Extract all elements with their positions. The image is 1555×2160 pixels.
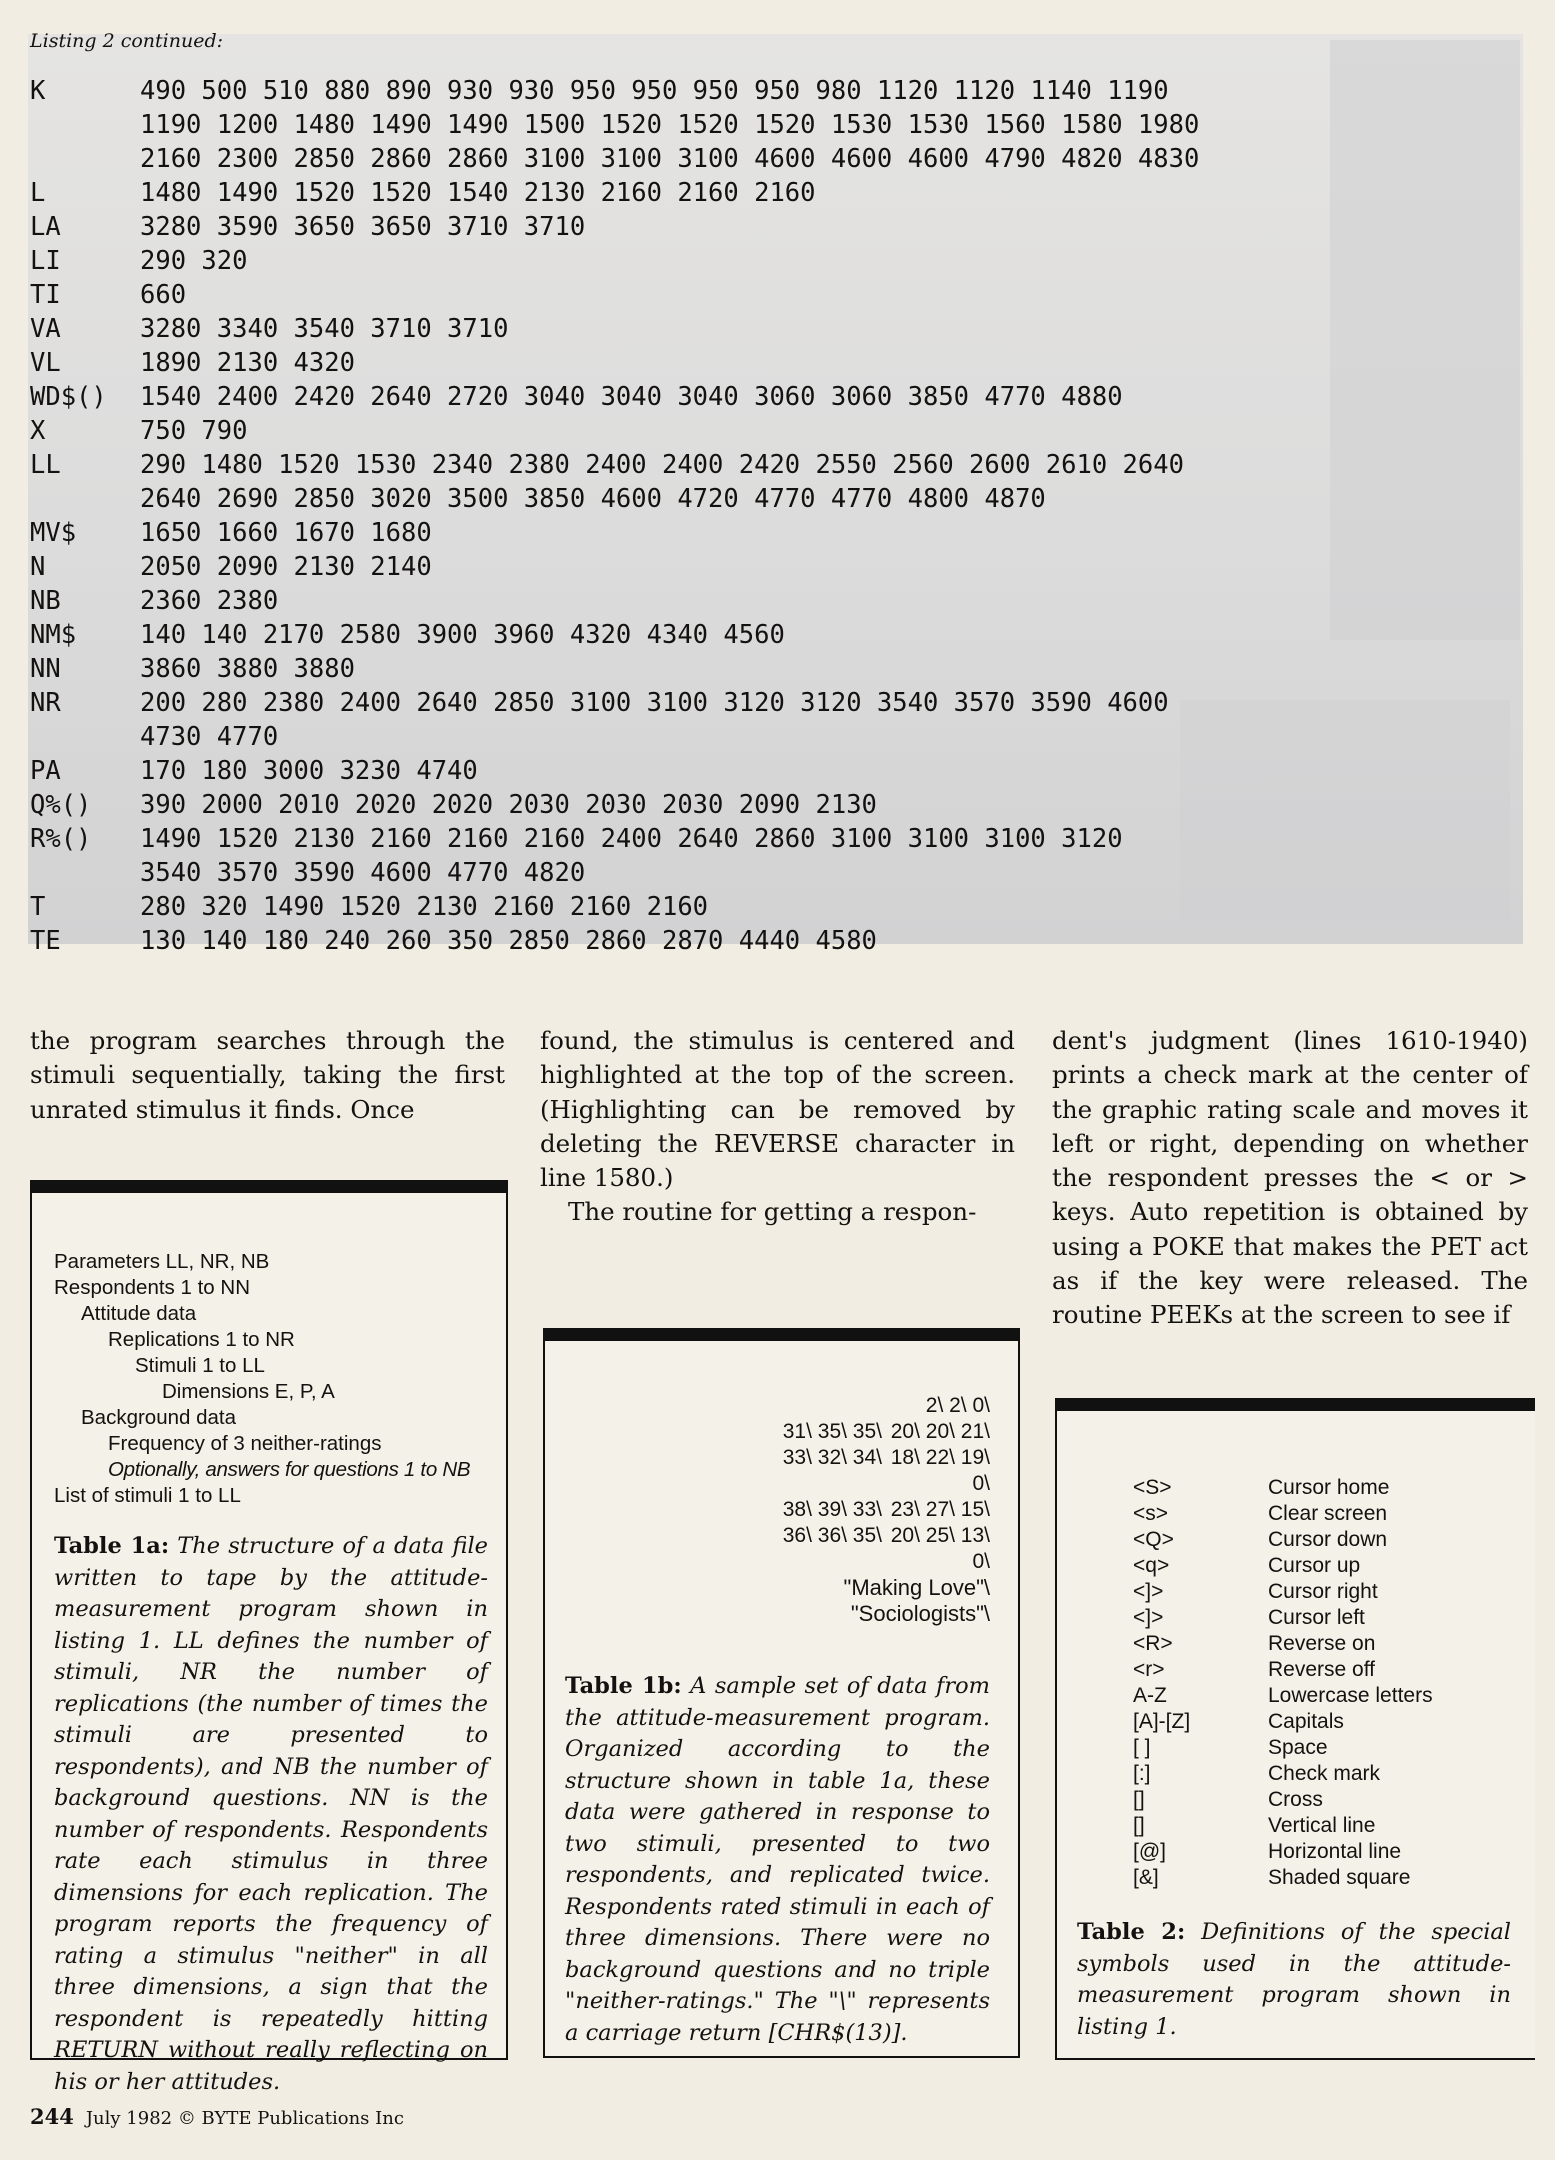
data-line: 2\ 2\ 0\ [925, 1394, 990, 1417]
variable-name [30, 482, 140, 516]
caption-label: Table 2: [1077, 1919, 1186, 1945]
data-cell: 23\ 27\ 15\ [890, 1498, 990, 1521]
variable-name: T [30, 892, 46, 922]
prose-paragraph: the program searches through the stimuli sequentially, taking the first unrated stimulus it finds. Once [30, 1026, 505, 1124]
prose-paragraph: dent's judgment (lines 1610-1940) prints a check mark at the center of the graphic rating scale and moves it left or right, depending on whether the respondent presses the < or > keys. Auto repetition is obtained by using a POKE that makes the PET act as if the key were released. The routine PEEKs at the screen to see if [1052, 1026, 1528, 1330]
line-numbers: 390 2000 2010 2020 2020 2030 2030 2030 2090 2130 [140, 790, 877, 820]
structure-line: Frequency of 3 neither-ratings [108, 1432, 382, 1455]
line-numbers: 4730 4770 [140, 722, 279, 752]
variable-name: MV$ [30, 518, 77, 548]
definition: Space [1268, 1736, 1328, 1759]
structure-line: Optionally, answers for questions 1 to NB [108, 1458, 471, 1481]
table-2-definitions [1133, 1475, 1525, 1891]
line-numbers: 140 140 2170 2580 3900 3960 4320 4340 4560 [140, 620, 785, 650]
definition: Clear screen [1268, 1502, 1388, 1525]
variable-name [30, 108, 140, 142]
symbol: [] [1133, 1788, 1145, 1811]
definition: Vertical line [1268, 1814, 1376, 1837]
definition-row [1133, 1735, 1525, 1761]
definition: Shaded square [1268, 1866, 1411, 1889]
data-cell: 20\ 25\ 13\ [890, 1524, 990, 1547]
line-numbers: 1890 2130 4320 [140, 348, 355, 378]
line-numbers: 1190 1200 1480 1490 1490 1500 1520 1520 1520 1530 1530 1560 1580 1980 [140, 110, 1200, 140]
listing-caption: Listing 2 continued: [30, 30, 224, 52]
line-numbers: 1480 1490 1520 1520 1540 2130 2160 2160 2160 [140, 178, 816, 208]
listing-row [30, 686, 1199, 720]
page-number: 244 [30, 2104, 74, 2129]
structure-line: Parameters LL, NR, NB [54, 1250, 270, 1273]
symbol: A-Z [1133, 1684, 1167, 1707]
listing-row [30, 210, 1199, 244]
line-numbers: 1540 2400 2420 2640 2720 3040 3040 3040 3060 3060 3850 4770 4880 [140, 382, 1123, 412]
prose-paragraph: The routine for getting a respon- [568, 1197, 977, 1227]
structure-line: Background data [81, 1406, 237, 1429]
variable-name: TI [30, 280, 61, 310]
line-numbers: 290 320 [140, 246, 248, 276]
definition-row [1133, 1787, 1525, 1813]
line-numbers: 3280 3590 3650 3650 3710 3710 [140, 212, 586, 242]
definition-row [1133, 1631, 1525, 1657]
symbol: [ ] [1133, 1736, 1151, 1759]
listing-row [30, 312, 1199, 346]
prose-column-2 [540, 1024, 1015, 1230]
definition-row [1133, 1657, 1525, 1683]
symbol: <q> [1133, 1554, 1170, 1577]
line-numbers: 2360 2380 [140, 586, 279, 616]
listing-row [30, 278, 1199, 312]
listing-row [30, 346, 1199, 380]
line-numbers: 2160 2300 2850 2860 2860 3100 3100 3100 4600 4600 4600 4790 4820 4830 [140, 144, 1200, 174]
line-numbers: 130 140 180 240 260 350 2850 2860 2870 4440 4580 [140, 926, 877, 956]
data-line: "Sociologists"\ [850, 1601, 990, 1626]
line-numbers: 280 320 1490 1520 2130 2160 2160 2160 [140, 892, 709, 922]
symbol: <S> [1133, 1476, 1172, 1499]
definition: Capitals [1268, 1710, 1344, 1733]
listing-row [30, 924, 1199, 958]
caption-text: A sample set of data from the attitude-measurement program. Organized according to the structure shown in table 1a, these data were gathered in response to two stimuli, presented to two respondents, and replicated twice. Respondents rated stimuli in each of three dimensions. There were no background questions and no triple "neither-ratings." The "\" represents a carriage return [CHR$(13)]. [565, 1673, 990, 2046]
variable-name: VA [30, 314, 61, 344]
caption-text: Definitions of the special symbols used in the attitude-measurement program shown in listing 1. [1077, 1919, 1512, 2040]
listing-row [30, 856, 1199, 890]
definition-row [1133, 1761, 1525, 1787]
data-row [565, 1523, 990, 1549]
listing-row [30, 414, 1199, 448]
listing-row [30, 176, 1199, 210]
table-1a-caption [54, 1531, 488, 2098]
variable-name: X [30, 416, 46, 446]
listing-row [30, 652, 1199, 686]
listing-row [30, 890, 1199, 924]
definition: Horizontal line [1268, 1840, 1402, 1863]
symbol: [&] [1133, 1866, 1159, 1889]
prose-column-1 [30, 1024, 505, 1127]
symbol: <]> [1133, 1580, 1164, 1603]
definition: Reverse off [1268, 1658, 1375, 1681]
symbol: <]> [1133, 1606, 1164, 1629]
symbol: <r> [1133, 1658, 1165, 1681]
data-line: "Making Love"\ [843, 1575, 990, 1600]
listing-row [30, 584, 1199, 618]
definition: Cursor home [1268, 1476, 1390, 1499]
listing-row [30, 74, 1199, 108]
symbol: <s> [1133, 1502, 1169, 1525]
definition-row [1133, 1605, 1525, 1631]
variable-name: LL [30, 450, 61, 480]
data-row [565, 1471, 990, 1497]
line-numbers: 200 280 2380 2400 2640 2850 3100 3100 3120 3120 3540 3570 3590 4600 [140, 688, 1169, 718]
symbol: [] [1133, 1814, 1145, 1837]
variable-listing [30, 74, 1199, 958]
data-row [565, 1445, 990, 1471]
data-cell: 0\ [972, 1550, 990, 1573]
data-cell: 31\ 35\ 35\ [782, 1420, 882, 1443]
variable-name: NN [30, 654, 61, 684]
definition: Cross [1268, 1788, 1323, 1811]
table-2-box [1055, 1398, 1535, 2060]
line-numbers: 3540 3570 3590 4600 4770 4820 [140, 858, 586, 888]
definition-row [1133, 1709, 1525, 1735]
listing-row [30, 754, 1199, 788]
data-row [565, 1549, 990, 1575]
data-row [565, 1419, 990, 1445]
data-cell: 0\ [972, 1472, 990, 1495]
data-cell [764, 1549, 882, 1575]
table-1b-data [565, 1393, 990, 1627]
data-cell: 36\ 36\ 35\ [782, 1524, 882, 1547]
line-numbers: 1490 1520 2130 2160 2160 2160 2400 2640 2860 3100 3100 3100 3120 [140, 824, 1123, 854]
data-cell: 18\ 22\ 19\ [890, 1446, 990, 1469]
variable-name: TE [30, 926, 61, 956]
listing-row [30, 516, 1199, 550]
definition-row [1133, 1553, 1525, 1579]
variable-name [30, 720, 140, 754]
line-numbers: 750 790 [140, 416, 248, 446]
definition-row [1133, 1813, 1525, 1839]
definition-row [1133, 1865, 1525, 1891]
variable-name: LI [30, 246, 61, 276]
definition-row [1133, 1527, 1525, 1553]
symbol: [@] [1133, 1840, 1166, 1863]
footer-text: July 1982 © BYTE Publications Inc [85, 2108, 404, 2129]
data-row [565, 1497, 990, 1523]
variable-name: PA [30, 756, 61, 786]
listing-row [30, 244, 1199, 278]
line-numbers: 490 500 510 880 890 930 930 950 950 950 950 980 1120 1120 1140 1190 [140, 76, 1169, 106]
data-cell: 20\ 20\ 21\ [890, 1420, 990, 1443]
data-cell [764, 1471, 882, 1497]
variable-name: NB [30, 586, 61, 616]
line-numbers: 3280 3340 3540 3710 3710 [140, 314, 509, 344]
listing-row [30, 618, 1199, 652]
structure-line: Dimensions E, P, A [162, 1380, 335, 1403]
structure-line: Stimuli 1 to LL [135, 1354, 265, 1377]
listing-row [30, 142, 1199, 176]
table-1b-box [543, 1328, 1020, 2058]
listing-row [30, 380, 1199, 414]
page-footer [30, 2104, 404, 2129]
caption-label: Table 1b: [565, 1673, 682, 1699]
listing-row [30, 822, 1199, 856]
definition: Cursor up [1268, 1554, 1361, 1577]
symbol: [A]-[Z] [1133, 1710, 1191, 1733]
symbol: [:] [1133, 1762, 1151, 1785]
listing-row [30, 550, 1199, 584]
variable-name: N [30, 552, 46, 582]
line-numbers: 2640 2690 2850 3020 3500 3850 4600 4720 4770 4770 4800 4870 [140, 484, 1046, 514]
structure-line: Replications 1 to NR [108, 1328, 295, 1351]
definition-row [1133, 1579, 1525, 1605]
structure-line: Attitude data [81, 1302, 197, 1325]
table-2-caption [1077, 1917, 1511, 2043]
variable-name [30, 142, 140, 176]
caption-text: The structure of a data file written to tape by the attitude-measurement program shown in listing 1. LL defines the number of stimuli, NR the number of replications (the number of times the stimuli are presented to respondents), and NB the number of background questions. NN is the number of respondents. Respondents rate each stimulus in three dimensions for each replication. The program reports the frequency of rating a stimulus "neither" in all three dimensions, a sign that the respondent is repeatedly hitting RETURN without really reflecting on his or her attitudes. [54, 1533, 488, 2095]
line-numbers: 3860 3880 3880 [140, 654, 355, 684]
definition-row [1133, 1683, 1525, 1709]
table-1b-caption [565, 1671, 990, 2049]
variable-name: VL [30, 348, 61, 378]
line-numbers: 290 1480 1520 1530 2340 2380 2400 2400 2420 2550 2560 2600 2610 2640 [140, 450, 1184, 480]
listing-row [30, 720, 1199, 754]
definition: Lowercase letters [1268, 1684, 1433, 1707]
line-numbers: 1650 1660 1670 1680 [140, 518, 432, 548]
definition: Cursor down [1268, 1528, 1388, 1551]
line-numbers: 660 [140, 280, 187, 310]
definition: Reverse on [1268, 1632, 1376, 1655]
prose-paragraph: found, the stimulus is centered and highlighted at the top of the screen. (Highlighting can be removed by deleting the REVERSE character in line 1580.) [540, 1026, 1015, 1193]
caption-label: Table 1a: [54, 1533, 170, 1559]
definition-row [1133, 1475, 1525, 1501]
variable-name: WD$() [30, 382, 107, 412]
table-1a-box [30, 1180, 508, 2095]
variable-name: L [30, 178, 46, 208]
variable-name: LA [30, 212, 61, 242]
variable-name: Q%() [30, 790, 92, 820]
definition: Cursor right [1268, 1580, 1378, 1603]
data-cell: 33\ 32\ 34\ [782, 1446, 882, 1469]
symbol: <Q> [1133, 1528, 1174, 1551]
data-cell: 38\ 39\ 33\ [782, 1498, 882, 1521]
definition-row [1133, 1501, 1525, 1527]
line-numbers: 170 180 3000 3230 4740 [140, 756, 478, 786]
definition: Check mark [1268, 1762, 1381, 1785]
variable-name: K [30, 76, 46, 106]
prose-column-3 [1052, 1024, 1528, 1333]
symbol: <R> [1133, 1632, 1173, 1655]
variable-name: NR [30, 688, 61, 718]
background-ghost-shape [1180, 700, 1510, 920]
background-ghost-shape [1330, 40, 1520, 640]
structure-line: List of stimuli 1 to LL [54, 1484, 241, 1507]
listing-row [30, 482, 1199, 516]
variable-name: R%() [30, 824, 92, 854]
table-1a-structure [54, 1249, 488, 1509]
structure-line: Respondents 1 to NN [54, 1276, 251, 1299]
line-numbers: 2050 2090 2130 2140 [140, 552, 432, 582]
definition: Cursor left [1268, 1606, 1365, 1629]
listing-row [30, 788, 1199, 822]
variable-name [30, 856, 140, 890]
definition-row [1133, 1839, 1525, 1865]
variable-name: NM$ [30, 620, 77, 650]
listing-row [30, 108, 1199, 142]
listing-row [30, 448, 1199, 482]
